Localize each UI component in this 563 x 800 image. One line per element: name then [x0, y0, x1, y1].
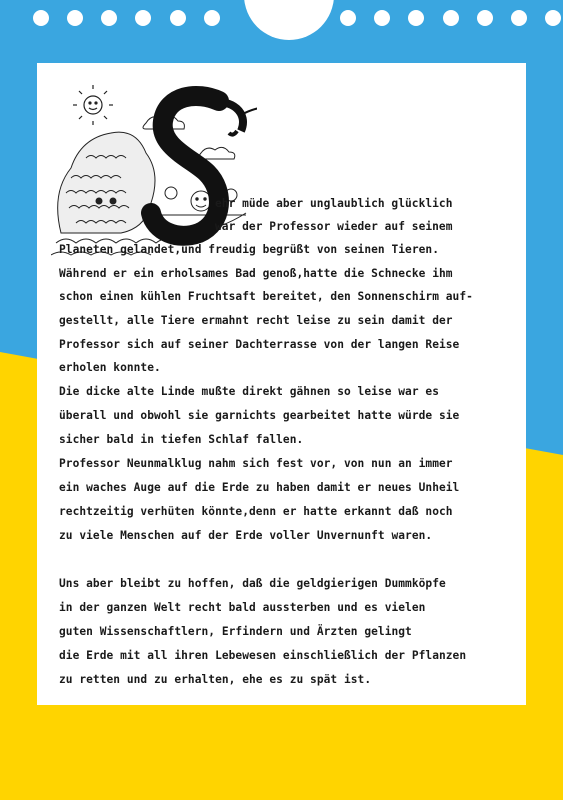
story-line: in der ganzen Welt recht bald aussterben und es vielen	[59, 601, 426, 614]
binding-hole	[170, 10, 186, 26]
story-page	[37, 63, 526, 705]
story-line: guten Wissenschaftlern, Erfindern und Ärzten gelingt	[59, 625, 412, 638]
story-line: Während er ein erholsames Bad genoß,hatte die Schnecke ihm	[59, 267, 453, 280]
binding-hole	[135, 10, 151, 26]
binding-hole	[408, 10, 424, 26]
binding-hole	[511, 10, 527, 26]
story-line: sicher bald in tiefen Schlaf fallen.	[59, 433, 304, 446]
story-line: war der Professor wieder auf seinem	[215, 220, 453, 233]
story-line: Die dicke alte Linde mußte direkt gähnen so leise war es	[59, 385, 439, 398]
binding-hole	[204, 10, 220, 26]
story-line: schon einen kühlen Fruchtsaft bereitet, den Sonnenschirm auf-	[59, 290, 473, 303]
binding-hole	[33, 10, 49, 26]
story-line: Uns aber bleibt zu hoffen, daß die geldgierigen Dummköpfe	[59, 577, 446, 590]
binding-hole	[374, 10, 390, 26]
story-line: ehr müde aber unglaublich glücklich	[215, 197, 453, 210]
story-line: gestellt, alle Tiere ermahnt recht leise zu sein damit der	[59, 314, 453, 327]
story-line: rechtzeitig verhüten könnte,denn er hatte erkannt daß noch	[59, 505, 453, 518]
binding-hole	[101, 10, 117, 26]
story-line: zu viele Menschen auf der Erde voller Unvernunft waren.	[59, 529, 433, 542]
story-line: zu retten und zu erhalten, ehe es zu spät ist.	[59, 673, 372, 686]
story-line: die Erde mit all ihren Lebewesen einschließlich der Pflanzen	[59, 649, 467, 662]
story-text	[37, 63, 526, 705]
story-line: Planeten gelandet,und freudig begrüßt von seinen Tieren.	[59, 243, 439, 256]
binding-holes	[0, 10, 563, 30]
binding-hole	[477, 10, 493, 26]
binding-hole	[545, 10, 561, 26]
binding-hole	[67, 10, 83, 26]
drop-cap-text: S	[137, 73, 138, 74]
story-line: ein waches Auge auf die Erde zu haben damit er neues Unheil	[59, 481, 460, 494]
story-line: Professor sich auf seiner Dachterrasse von der langen Reise	[59, 338, 460, 351]
binding-hole	[340, 10, 356, 26]
story-line: erholen konnte.	[59, 361, 161, 374]
story-line: Professor Neunmalklug nahm sich fest vor, von nun an immer	[59, 457, 453, 470]
binding-hole	[443, 10, 459, 26]
story-line: überall und obwohl sie garnichts gearbeitet hatte würde sie	[59, 409, 460, 422]
